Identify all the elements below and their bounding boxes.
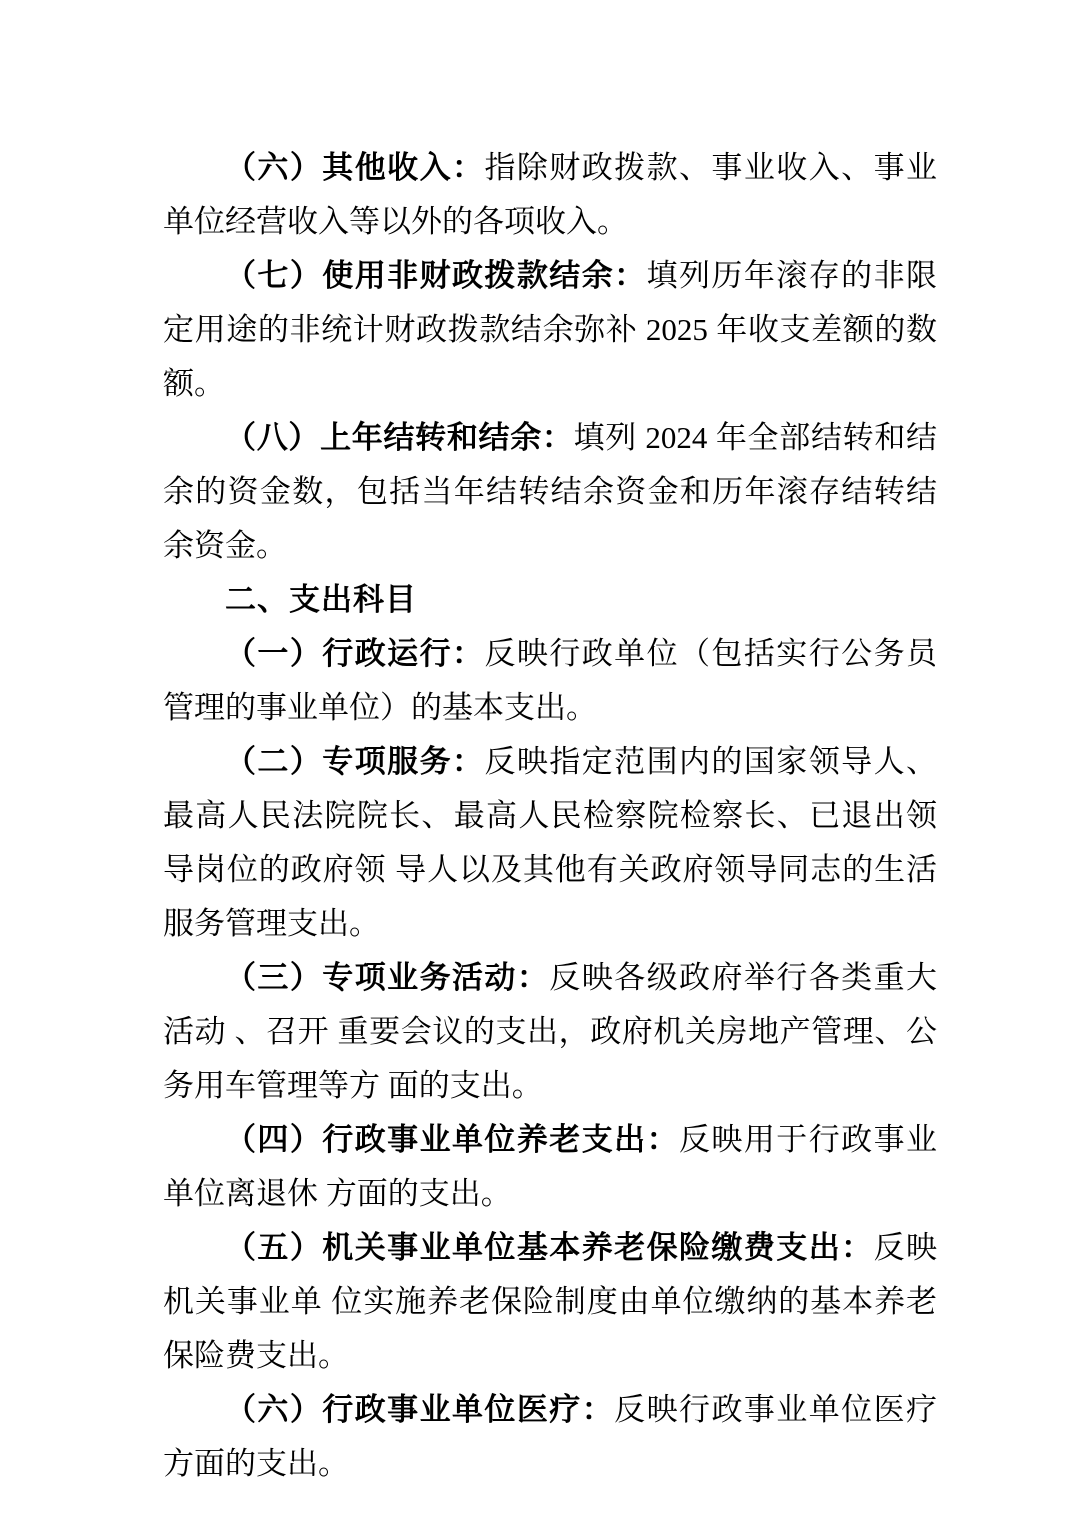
para-non-fiscal-appropriation-balance	[163, 249, 937, 411]
para-prior-year-carryover-text: 填列 2024 年全部结转和结余的资金数，包括当年结转结余资金和历年滚存结转结余资金。	[163, 420, 938, 563]
para-other-income	[163, 141, 937, 249]
para-special-services	[163, 735, 937, 951]
para-special-services-label: （二）专项服务：	[225, 744, 485, 779]
para-medical-expenditure-text: 反映行政事业单位医疗方面的支出。	[163, 1392, 938, 1481]
para-medical-expenditure	[163, 1383, 937, 1491]
para-other-income-label: （六）其他收入：	[225, 150, 485, 185]
para-basic-pension-insurance-contribution-text: 反映机关事业单 位实施养老保险制度由单位缴纳的基本养老保险费支出。	[163, 1230, 938, 1373]
para-special-services-text: 反映指定范围内的国家领导人、最高人民法院院长、最高人民检察院检察长、已退出领导岗位的政府领 导人以及其他有关政府领导同志的生活服务管理支出。	[163, 744, 938, 941]
heading-expenditure-subjects-label: 二、支出科目	[225, 582, 417, 617]
para-administrative-operation-text: 反映行政单位（包括实行公务员管理的事业单位）的基本支出。	[163, 636, 938, 725]
para-basic-pension-insurance-contribution-label: （五）机关事业单位基本养老保险缴费支出：	[225, 1230, 874, 1265]
para-basic-pension-insurance-contribution	[163, 1221, 937, 1383]
para-prior-year-carryover	[163, 411, 937, 573]
para-other-income-text: 指除财政拨款、事业收入、事业单位经营收入等以外的各项收入。	[163, 150, 938, 239]
para-pension-expenditure-label: （四）行政事业单位养老支出：	[225, 1122, 679, 1157]
para-non-fiscal-appropriation-balance-text: 填列历年滚存的非限定用途的非统计财政拨款结余弥补 2025 年收支差额的数额。	[163, 258, 938, 401]
para-administrative-operation-label: （一）行政运行：	[225, 636, 485, 671]
para-prior-year-carryover-label: （八）上年结转和结余：	[225, 420, 574, 455]
para-pension-expenditure	[163, 1113, 937, 1221]
para-medical-expenditure-label: （六）行政事业单位医疗：	[225, 1392, 615, 1427]
para-special-business-activities	[163, 951, 937, 1113]
para-non-fiscal-appropriation-balance-label: （七）使用非财政拨款结余：	[225, 258, 647, 293]
para-administrative-operation	[163, 627, 937, 735]
heading-expenditure-subjects	[163, 573, 937, 627]
para-special-business-activities-text: 反映各级政府举行各类重大活动 、召开 重要会议的支出，政府机关房地产管理、公务用车管理等方 面的支出。	[163, 960, 938, 1103]
para-special-business-activities-label: （三）专项业务活动：	[225, 960, 550, 995]
para-pension-expenditure-text: 反映用于行政事业单位离退休 方面的支出。	[163, 1122, 937, 1211]
